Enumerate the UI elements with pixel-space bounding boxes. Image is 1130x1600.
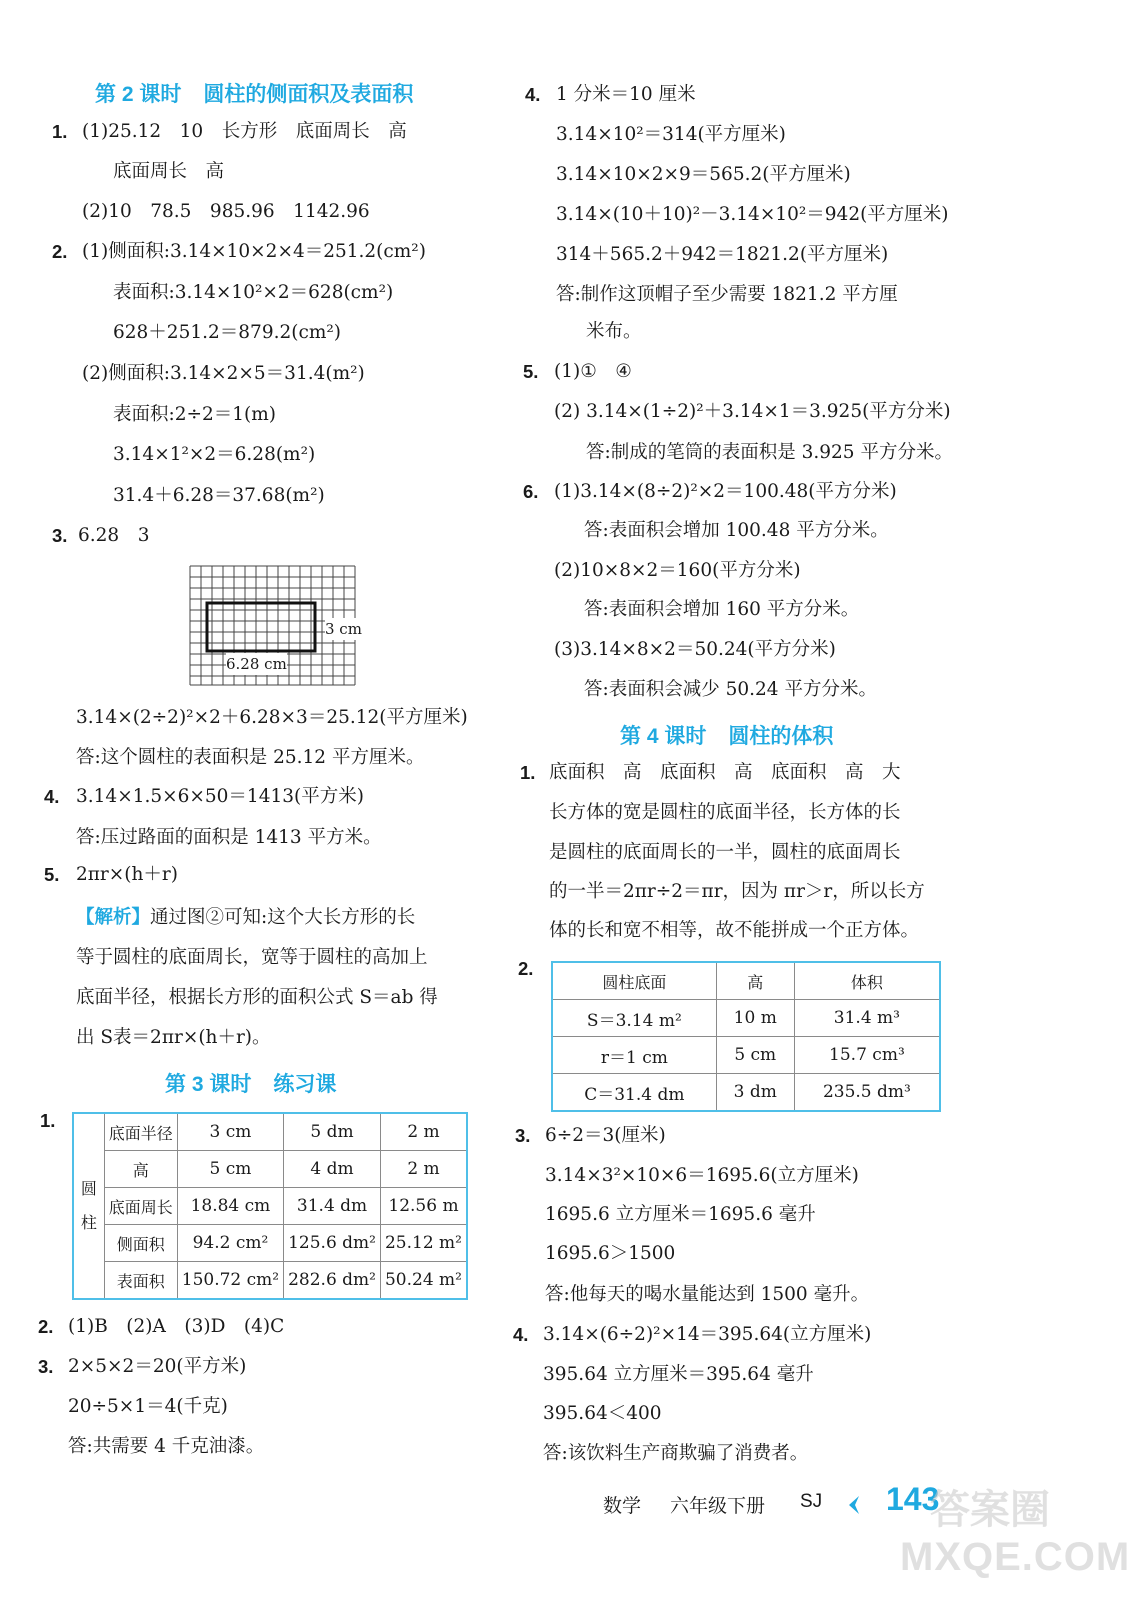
lesson-title: 圆柱的体积: [728, 725, 834, 748]
r-p4-line3: 395.64＜400: [543, 1403, 662, 1424]
q2-line7: 31.4＋6.28＝37.68(m²): [113, 485, 325, 506]
table-cell: 2 m: [380, 1113, 467, 1151]
r-q4-line6: 答:制作这顶帽子至少需要 1821.2 平方厘: [556, 284, 898, 305]
q5-line5: 出 S表＝2πr×(h＋r)。: [76, 1027, 271, 1048]
table-cell: 18.84 cm: [177, 1188, 283, 1225]
table-cell: 底面半径: [104, 1113, 177, 1151]
r-p4-line1: 3.14×(6÷2)²×14＝395.64(立方厘米): [543, 1324, 872, 1345]
table-cell: 235.5 dm³: [794, 1074, 940, 1112]
footer-grade: 六年级下册: [670, 1496, 766, 1517]
grid-height-label: 3 cm: [325, 620, 362, 638]
table-cell: 4 dm: [284, 1151, 381, 1188]
q3-line1: 6.28 3: [78, 525, 150, 546]
r-q4-line4: 3.14×(10＋10)²－3.14×10²＝942(平方厘米): [556, 204, 949, 225]
table-cell: 表面积: [104, 1262, 177, 1300]
r-p4-line4: 答:该饮料生产商欺骗了消费者。: [543, 1443, 809, 1464]
lesson-title: 圆柱的侧面积及表面积: [203, 83, 414, 106]
q3-line2: 3.14×(2÷2)²×2＋6.28×3＝25.12(平方厘米): [76, 707, 468, 728]
analysis-tag: 【解析】: [76, 907, 151, 928]
table-cell: 125.6 dm²: [284, 1225, 381, 1262]
r-p1-line2: 长方体的宽是圆柱的底面半径，长方体的长: [549, 802, 901, 823]
r-q4-line1: 1 分米＝10 厘米: [556, 84, 696, 105]
r-q5-line3: 答:制成的笔筒的表面积是 3.925 平方分米。: [586, 442, 953, 463]
watermark-logo: 答案圈: [930, 1488, 1050, 1532]
table-cell: 25.12 m²: [380, 1225, 467, 1262]
q2-line4: (2)侧面积:3.14×2×5＝31.4(m²): [82, 363, 365, 384]
table-cell: 3 dm: [716, 1074, 794, 1112]
r-q6-line2: 答:表面积会增加 100.48 平方分米。: [584, 520, 889, 541]
r-q4-line3: 3.14×10×2×9＝565.2(平方厘米): [556, 164, 851, 185]
q1-line1: (1)25.12 10 长方形 底面周长 高: [82, 121, 407, 142]
chevron-left-icon: [845, 1494, 865, 1516]
q4-number: 4.: [44, 786, 60, 807]
lesson-title: 练习课: [273, 1073, 337, 1096]
q2-line5: 表面积:2÷2＝1(m): [113, 404, 277, 425]
q1-line2: 底面周长 高: [113, 161, 225, 182]
r-q4-line2: 3.14×10²＝314(平方厘米): [556, 124, 786, 145]
table-cell: 50.24 m²: [380, 1262, 467, 1300]
q4-line1: 3.14×1.5×6×50＝1413(平方米): [76, 786, 364, 807]
table-header-cell: 高: [716, 962, 794, 1000]
p2-number: 2.: [38, 1316, 54, 1337]
table-cell: 31.4 dm: [284, 1188, 381, 1225]
watermark-site: MXQE.COM: [900, 1535, 1130, 1579]
q5-analysis-line: [76, 907, 415, 929]
p3-line1: 2×5×2＝20(平方米): [68, 1356, 247, 1377]
r-q6-line5: (3)3.14×8×2＝50.24(平方分米): [554, 639, 836, 660]
r-q6-line3: (2)10×8×2＝160(平方分米): [554, 560, 801, 581]
q2-line1: (1)侧面积:3.14×10×2×4＝251.2(cm²): [82, 241, 426, 262]
q5-line4: 底面半径，根据长方形的面积公式 S＝ab 得: [76, 987, 438, 1008]
table-cell: 31.4 m³: [794, 1000, 940, 1037]
q3-line3: 答:这个圆柱的表面积是 25.12 平方厘米。: [76, 747, 425, 768]
lesson-number: 第 3 课时: [165, 1073, 252, 1096]
table-cell: 2 m: [380, 1151, 467, 1188]
lesson-4-heading: [620, 720, 833, 750]
r-q4-line5: 314＋565.2＋942＝1821.2(平方厘米): [556, 244, 889, 265]
table-cell: 高: [104, 1151, 177, 1188]
lesson-number: 第 2 课时: [95, 83, 182, 106]
r-p1-line5: 体的长和宽不相等，故不能拼成一个正方体。: [549, 920, 920, 941]
table-cell: 10 m: [716, 1000, 794, 1037]
q2-line3: 628＋251.2＝879.2(cm²): [113, 322, 341, 343]
p1-number: 1.: [40, 1110, 56, 1131]
q5-line3: 等于圆柱的底面周长，宽等于圆柱的高加上: [76, 947, 428, 968]
q2-line2: 表面积:3.14×10²×2＝628(cm²): [113, 282, 394, 303]
r-q4-number: 4.: [525, 84, 541, 105]
table-cell: 5 cm: [177, 1151, 283, 1188]
q1-number: 1.: [52, 121, 68, 142]
footer-edition: SJ: [800, 1491, 823, 1512]
q3-number: 3.: [52, 525, 68, 546]
table-cell: 94.2 cm²: [177, 1225, 283, 1262]
q2-number: 2.: [52, 241, 68, 262]
r-p3-line2: 3.14×3²×10×6＝1695.6(立方厘米): [545, 1165, 859, 1186]
q5-number: 5.: [44, 864, 60, 885]
table-header-cell: 体积: [794, 962, 940, 1000]
r-q6-number: 6.: [523, 481, 539, 502]
footer-subject: 数学: [603, 1496, 642, 1517]
r-q5-line1: (1)① ④: [554, 361, 632, 382]
lesson-2-heading: [95, 78, 413, 108]
table-cell: 底面周长: [104, 1188, 177, 1225]
q4-line2: 答:压过路面的面积是 1413 平方米。: [76, 827, 382, 848]
table-cell: 5 cm: [716, 1037, 794, 1074]
table-cell: S＝3.14 m²: [552, 1000, 716, 1037]
r-p3-number: 3.: [515, 1125, 531, 1146]
lesson-number: 第 4 课时: [620, 725, 707, 748]
p3-line2: 20÷5×1＝4(千克): [68, 1396, 228, 1417]
cylinder-table: [72, 1112, 468, 1300]
q2-line6: 3.14×1²×2＝6.28(m²): [113, 444, 316, 465]
r-p1-line1: 底面积 高 底面积 高 底面积 高 大: [549, 762, 901, 783]
grid-width-label: 6.28 cm: [226, 655, 287, 673]
table-cell: 3 cm: [177, 1113, 283, 1151]
r-p3-line4: 1695.6＞1500: [545, 1243, 676, 1264]
r-p4-number: 4.: [513, 1324, 529, 1345]
r-p3-line3: 1695.6 立方厘米＝1695.6 毫升: [545, 1204, 816, 1225]
table-cell: 侧面积: [104, 1225, 177, 1262]
r-p4-line2: 395.64 立方厘米＝395.64 毫升: [543, 1364, 814, 1385]
table-header-cell: 圆柱底面: [552, 962, 716, 1000]
table-cell: C＝31.4 dm: [552, 1074, 716, 1112]
r-q5-line2: (2) 3.14×(1÷2)²＋3.14×1＝3.925(平方分米): [554, 401, 951, 422]
page-number: 143: [886, 1481, 940, 1517]
volume-table: [551, 961, 941, 1112]
q1-line3: (2)10 78.5 985.96 1142.96: [82, 201, 370, 222]
analysis-text: 通过图②可知:这个大长方形的长: [150, 907, 416, 928]
p3-line3: 答:共需要 4 千克油漆。: [68, 1436, 265, 1457]
table-cell: 12.56 m: [380, 1188, 467, 1225]
r-q6-line6: 答:表面积会减少 50.24 平方分米。: [584, 679, 877, 700]
p2-line1: (1)B (2)A (3)D (4)C: [68, 1316, 285, 1337]
r-q4-line7: 米布。: [586, 321, 642, 342]
table-side-label: 圆柱: [73, 1113, 104, 1299]
q5-line1: 2πr×(h＋r): [76, 864, 178, 885]
r-p1-number: 1.: [520, 762, 536, 783]
r-q5-number: 5.: [523, 361, 539, 382]
table-cell: 15.7 cm³: [794, 1037, 940, 1074]
r-p1-line4: 的一半＝2πr÷2＝πr，因为 πr＞r，所以长方: [549, 881, 925, 902]
lesson-3-heading: [165, 1068, 336, 1098]
r-p2-number: 2.: [518, 958, 534, 979]
table-cell: 282.6 dm²: [284, 1262, 381, 1300]
r-q6-line1: (1)3.14×(8÷2)²×2＝100.48(平方分米): [554, 481, 897, 502]
r-p3-line1: 6÷2＝3(厘米): [545, 1125, 666, 1146]
table-cell: r＝1 cm: [552, 1037, 716, 1074]
r-p1-line3: 是圆柱的底面周长的一半，圆柱的底面周长: [549, 842, 901, 863]
table-cell: 5 dm: [284, 1113, 381, 1151]
r-p3-line5: 答:他每天的喝水量能达到 1500 毫升。: [545, 1284, 870, 1305]
p3-number: 3.: [38, 1356, 54, 1377]
r-q6-line4: 答:表面积会增加 160 平方分米。: [584, 599, 860, 620]
table-cell: 150.72 cm²: [177, 1262, 283, 1300]
